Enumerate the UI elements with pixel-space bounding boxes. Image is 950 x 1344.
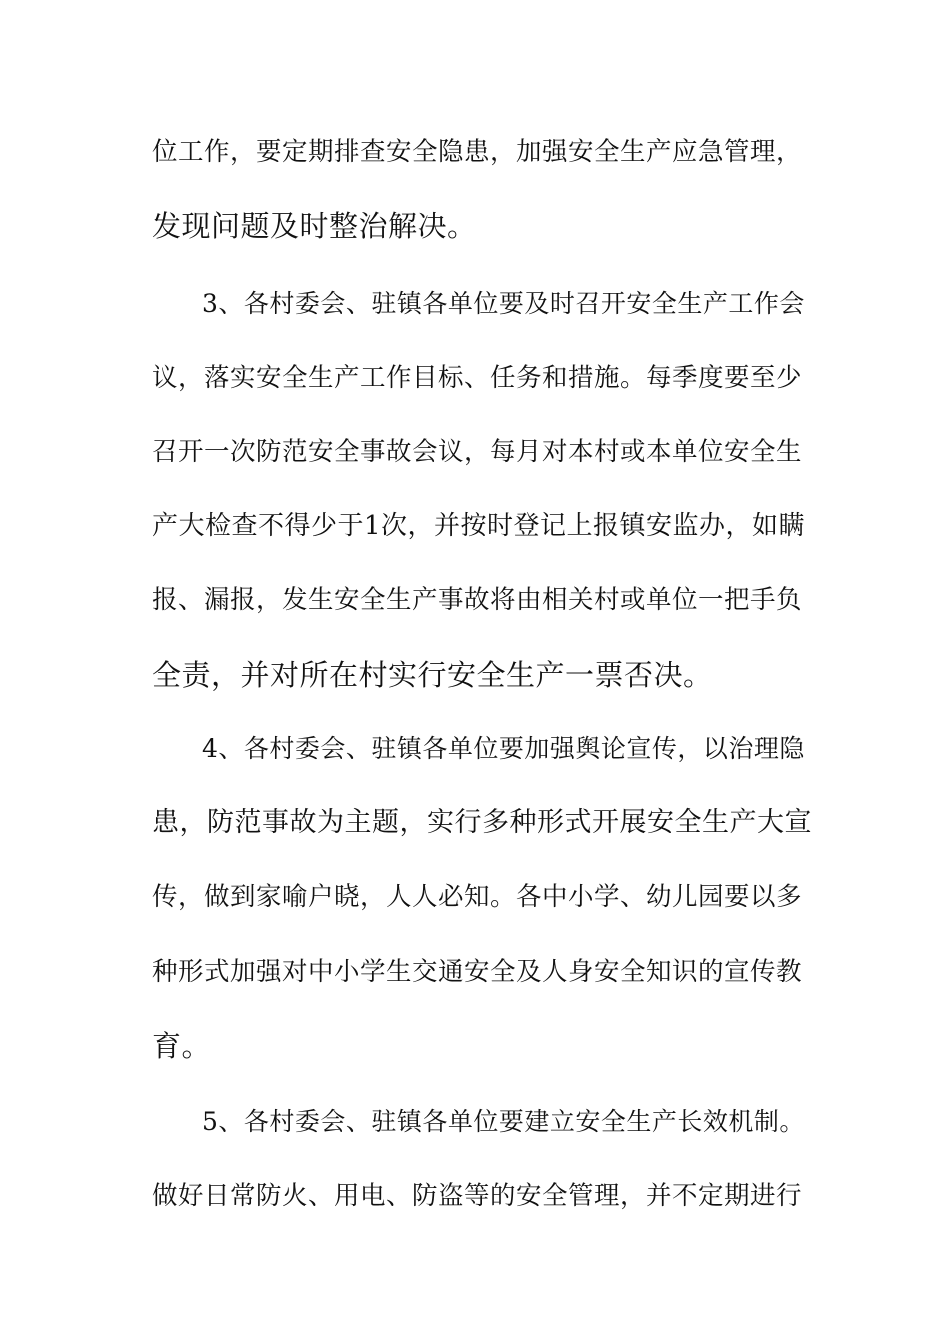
text-line: 患，防范事故为主题，实行多种形式开展安全生产大宣 <box>152 807 812 838</box>
text-line: 发现问题及时整治解决。 <box>152 209 477 243</box>
text-line: 议，落实安全生产工作目标、任务和措施。每季度要至少 <box>152 363 803 393</box>
paragraph-start-4: 4、各村委会、驻镇各单位要加强舆论宣传，以治理隐 <box>202 734 805 763</box>
text-line: 产大检查不得少于1次，并按时登记上报镇安监办，如瞒 <box>152 511 806 541</box>
paragraph-start-5: 5、各村委会、驻镇各单位要建立安全生产长效机制。 <box>202 1107 805 1136</box>
text-line: 种形式加强对中小学生交通安全及人身安全知识的宣传教 <box>152 957 803 987</box>
text-line: 做好日常防火、用电、防盗等的安全管理，并不定期进行 <box>152 1181 803 1211</box>
text-line: 位工作，要定期排查安全隐患，加强安全生产应急管理， <box>152 137 803 167</box>
text-line: 召开一次防范安全事故会议，每月对本村或本单位安全生 <box>152 437 803 467</box>
text-line: 全责，并对所在村实行安全生产一票否决。 <box>152 658 713 692</box>
text-line: 育。 <box>152 1029 212 1063</box>
text-line: 传，做到家喻户晓，人人必知。各中小学、幼儿园要以多 <box>152 882 803 912</box>
text-line: 报、漏报，发生安全生产事故将由相关村或单位一把手负 <box>152 585 803 615</box>
paragraph-start-3: 3、各村委会、驻镇各单位要及时召开安全生产工作会 <box>202 289 805 318</box>
